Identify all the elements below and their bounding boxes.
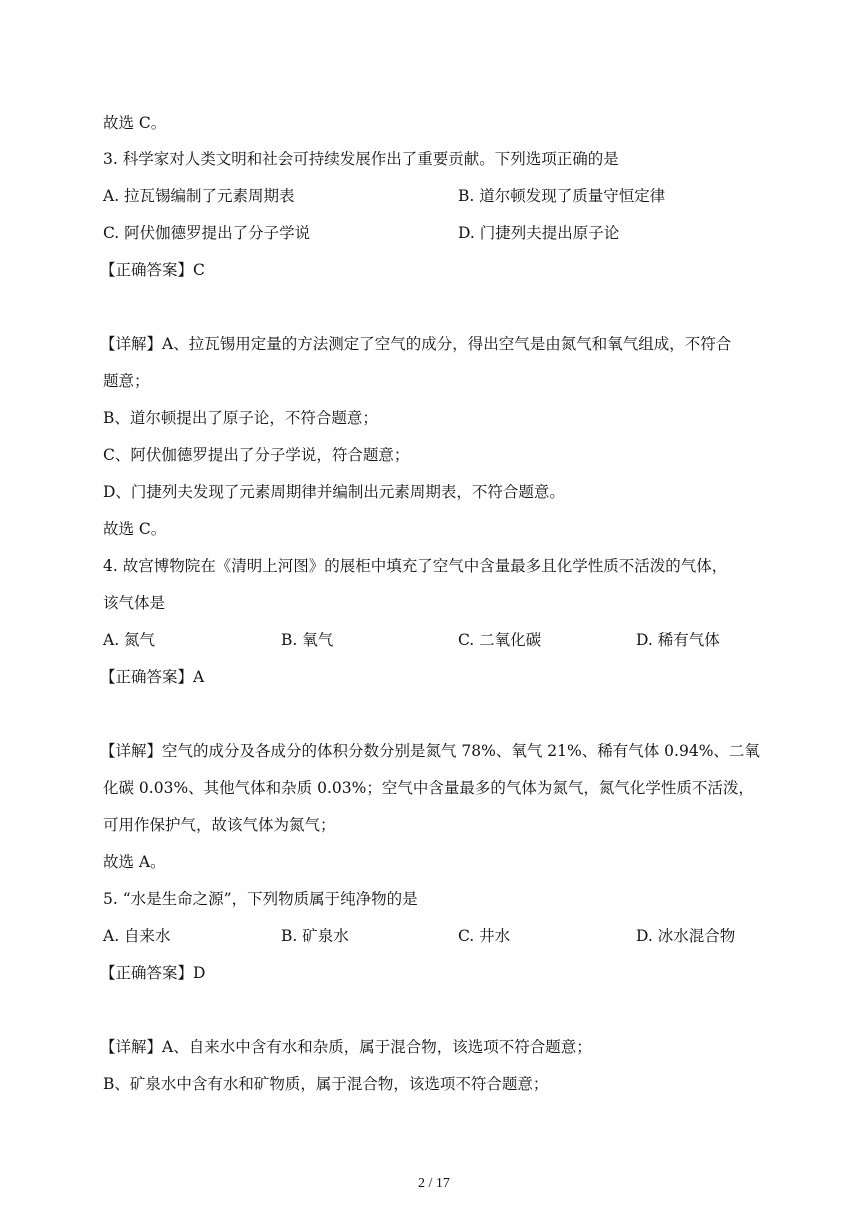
question-4-explanation-line: 【详解】空气的成分及各成分的体积分数分别是氮气 78%、氧气 21%、稀有气体 0.94%、二氧: [100, 742, 760, 760]
question-5-explanation-line: B、矿泉水中含有水和矿物质，属于混合物，该选项不符合题意；: [103, 1075, 549, 1093]
question-4-conclusion: 故选 A。: [103, 853, 166, 871]
question-5-answer: 【正确答案】D: [100, 964, 206, 982]
question-4-explanation-line: 可用作保护气，故该气体为氮气；: [103, 816, 336, 834]
question-3-explanation-line: D、门捷列夫发现了元素周期律并编制出元素周期表，不符合题意。: [103, 483, 565, 501]
question-5-option-b: B. 矿泉水: [281, 927, 349, 945]
question-3-explanation-line: B、道尔顿提出了原子论，不符合题意；: [103, 409, 378, 427]
question-5-explanation-line: 【详解】A、自来水中含有水和杂质，属于混合物，该选项不符合题意；: [100, 1038, 592, 1056]
question-4-answer: 【正确答案】A: [100, 668, 205, 686]
question-4-explanation-line: 化碳 0.03%、其他气体和杂质 0.03%；空气中含量最多的气体为氮气，氮气化学性质不活泼，: [103, 779, 754, 797]
previous-conclusion: 故选 C。: [103, 114, 167, 132]
question-3-explanation-line: C、阿伏伽德罗提出了分子学说，符合题意；: [103, 446, 410, 464]
question-5-option-a: A. 自来水: [103, 927, 171, 945]
question-3-answer: 【正确答案】C: [100, 261, 205, 279]
question-3-conclusion: 故选 C。: [103, 520, 167, 538]
question-4-option-b: B. 氧气: [281, 631, 334, 649]
question-4-option-a: A. 氮气: [103, 631, 156, 649]
page-number: 2 / 17: [418, 1176, 450, 1191]
question-4-text-line: 该气体是: [103, 594, 166, 612]
question-4-text-line: 4. 故宫博物院在《清明上河图》的展柜中填充了空气中含量最多且化学性质不活泼的气体，: [103, 557, 728, 575]
question-4-option-c: C. 二氧化碳: [458, 631, 542, 649]
question-4-option-d: D. 稀有气体: [636, 631, 720, 649]
question-3-option-b: B. 道尔顿发现了质量守恒定律: [458, 187, 666, 205]
question-5-option-c: C. 井水: [458, 927, 511, 945]
question-3-option-d: D. 门捷列夫提出原子论: [458, 224, 620, 242]
question-3-explanation-line: 【详解】A、拉瓦锡用定量的方法测定了空气的成分，得出空气是由氮气和氧气组成，不符合: [100, 335, 732, 353]
question-5-text: 5. “水是生命之源”，下列物质属于纯净物的是: [103, 890, 418, 908]
question-3-option-c: C. 阿伏伽德罗提出了分子学说: [103, 224, 311, 242]
question-5-option-d: D. 冰水混合物: [636, 927, 736, 945]
question-3-explanation-line: 题意；: [103, 372, 150, 390]
question-3-text: 3. 科学家对人类文明和社会可持续发展作出了重要贡献。下列选项正确的是: [103, 150, 619, 168]
question-3-option-a: A. 拉瓦锡编制了元素周期表: [103, 187, 295, 205]
